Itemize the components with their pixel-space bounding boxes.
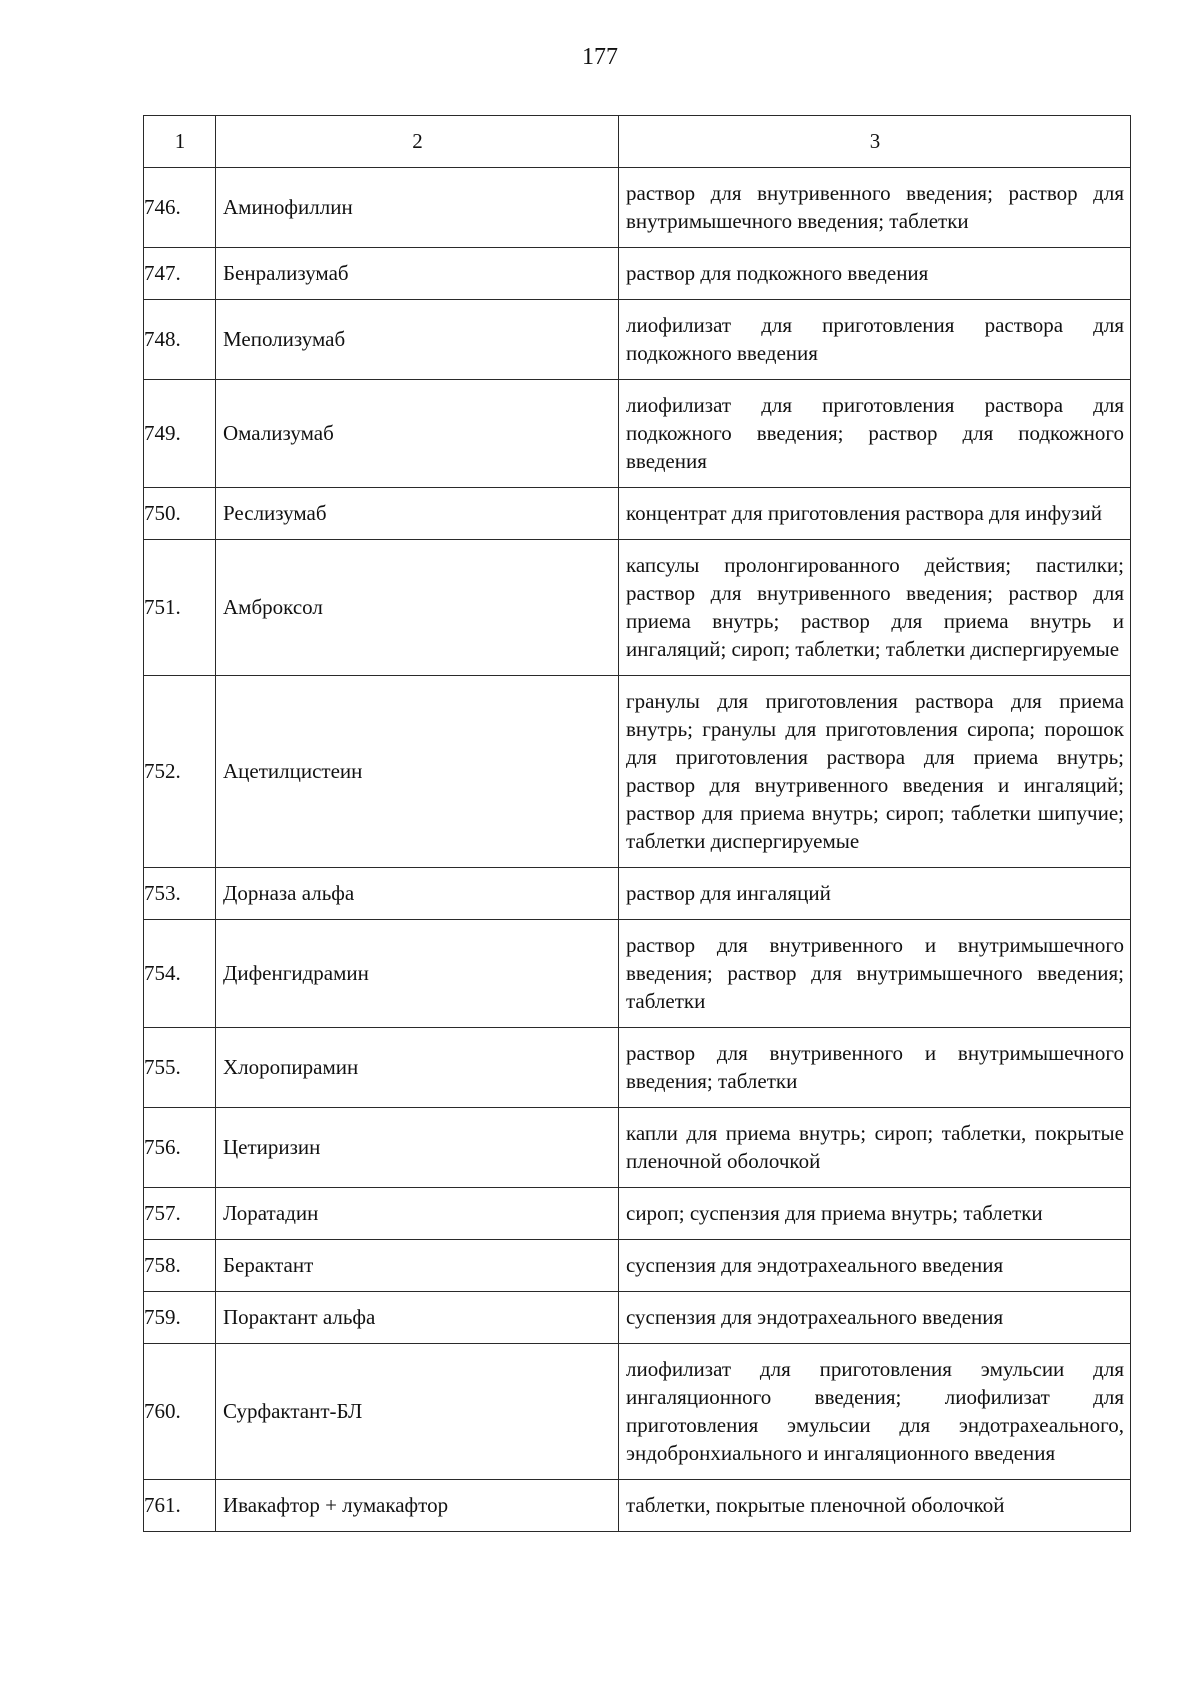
table-row — [144, 1292, 1131, 1344]
row-number: 749. — [144, 380, 216, 488]
row-number: 758. — [144, 1240, 216, 1292]
dosage-form: капли для приема внутрь; сироп; таблетки, покрытые пленочной оболочкой — [619, 1108, 1131, 1188]
table-row — [144, 488, 1131, 540]
drug-name: Порактант альфа — [216, 1292, 619, 1344]
table-row — [144, 1240, 1131, 1292]
table-row — [144, 868, 1131, 920]
table-header-row — [144, 116, 1131, 168]
drug-name: Цетиризин — [216, 1108, 619, 1188]
drug-name: Бенрализумаб — [216, 248, 619, 300]
drug-name: Ацетилцистеин — [216, 676, 619, 868]
row-number: 754. — [144, 920, 216, 1028]
drug-name: Амброксол — [216, 540, 619, 676]
dosage-form: концентрат для приготовления раствора для инфузий — [619, 488, 1131, 540]
row-number: 757. — [144, 1188, 216, 1240]
row-number: 753. — [144, 868, 216, 920]
row-number: 755. — [144, 1028, 216, 1108]
table-row — [144, 248, 1131, 300]
dosage-form: раствор для внутривенного и внутримышечного введения; таблетки — [619, 1028, 1131, 1108]
dosage-form: суспензия для эндотрахеального введения — [619, 1292, 1131, 1344]
row-number: 752. — [144, 676, 216, 868]
row-number: 759. — [144, 1292, 216, 1344]
table-row — [144, 1344, 1131, 1480]
row-number: 748. — [144, 300, 216, 380]
dosage-form: лиофилизат для приготовления эмульсии для ингаляционного введения; лиофилизат для приготовления эмульсии для эндотрахеального, эндобронхиального и ингаляционного введения — [619, 1344, 1131, 1480]
row-number: 747. — [144, 248, 216, 300]
drug-name: Сурфактант-БЛ — [216, 1344, 619, 1480]
table-row — [144, 168, 1131, 248]
table-row — [144, 540, 1131, 676]
drug-name: Лоратадин — [216, 1188, 619, 1240]
row-number: 746. — [144, 168, 216, 248]
header-col-2: 2 — [216, 116, 619, 168]
table-row — [144, 1480, 1131, 1532]
page-number: 177 — [582, 44, 618, 70]
table-row — [144, 1028, 1131, 1108]
table-row — [144, 380, 1131, 488]
row-number: 761. — [144, 1480, 216, 1532]
drug-name: Дорназа альфа — [216, 868, 619, 920]
drug-name: Омализумаб — [216, 380, 619, 488]
row-number: 756. — [144, 1108, 216, 1188]
dosage-form: таблетки, покрытые пленочной оболочкой — [619, 1480, 1131, 1532]
dosage-form: сироп; суспензия для приема внутрь; таблетки — [619, 1188, 1131, 1240]
dosage-form: суспензия для эндотрахеального введения — [619, 1240, 1131, 1292]
table-row — [144, 676, 1131, 868]
table-row — [144, 300, 1131, 380]
drug-table — [143, 115, 1131, 1532]
row-number: 750. — [144, 488, 216, 540]
drug-name: Хлоропирамин — [216, 1028, 619, 1108]
dosage-form: раствор для внутривенного и внутримышечного введения; раствор для внутримышечного введения; таблетки — [619, 920, 1131, 1028]
drug-name: Берактант — [216, 1240, 619, 1292]
drug-name: Ивакафтор + лумакафтор — [216, 1480, 619, 1532]
table-row — [144, 920, 1131, 1028]
drug-name: Меполизумаб — [216, 300, 619, 380]
dosage-form: гранулы для приготовления раствора для приема внутрь; гранулы для приготовления сиропа; порошок для приготовления раствора для приема внутрь; раствор для внутривенного введения и ингаляций; раствор для приема внутрь; сироп; таблетки шипучие; таблетки диспергируемые — [619, 676, 1131, 868]
drug-name: Дифенгидрамин — [216, 920, 619, 1028]
dosage-form: капсулы пролонгированного действия; пастилки; раствор для внутривенного введения; раствор для приема внутрь; раствор для приема внутрь и ингаляций; сироп; таблетки; таблетки диспергируемые — [619, 540, 1131, 676]
header-col-1: 1 — [144, 116, 216, 168]
dosage-form: лиофилизат для приготовления раствора для подкожного введения; раствор для подкожного введения — [619, 380, 1131, 488]
dosage-form: раствор для внутривенного введения; раствор для внутримышечного введения; таблетки — [619, 168, 1131, 248]
header-col-3: 3 — [619, 116, 1131, 168]
dosage-form: лиофилизат для приготовления раствора для подкожного введения — [619, 300, 1131, 380]
dosage-form: раствор для ингаляций — [619, 868, 1131, 920]
drug-name: Реслизумаб — [216, 488, 619, 540]
table-row — [144, 1188, 1131, 1240]
table-body — [144, 116, 1131, 1532]
row-number: 751. — [144, 540, 216, 676]
row-number: 760. — [144, 1344, 216, 1480]
drug-name: Аминофиллин — [216, 168, 619, 248]
dosage-form: раствор для подкожного введения — [619, 248, 1131, 300]
table-row — [144, 1108, 1131, 1188]
